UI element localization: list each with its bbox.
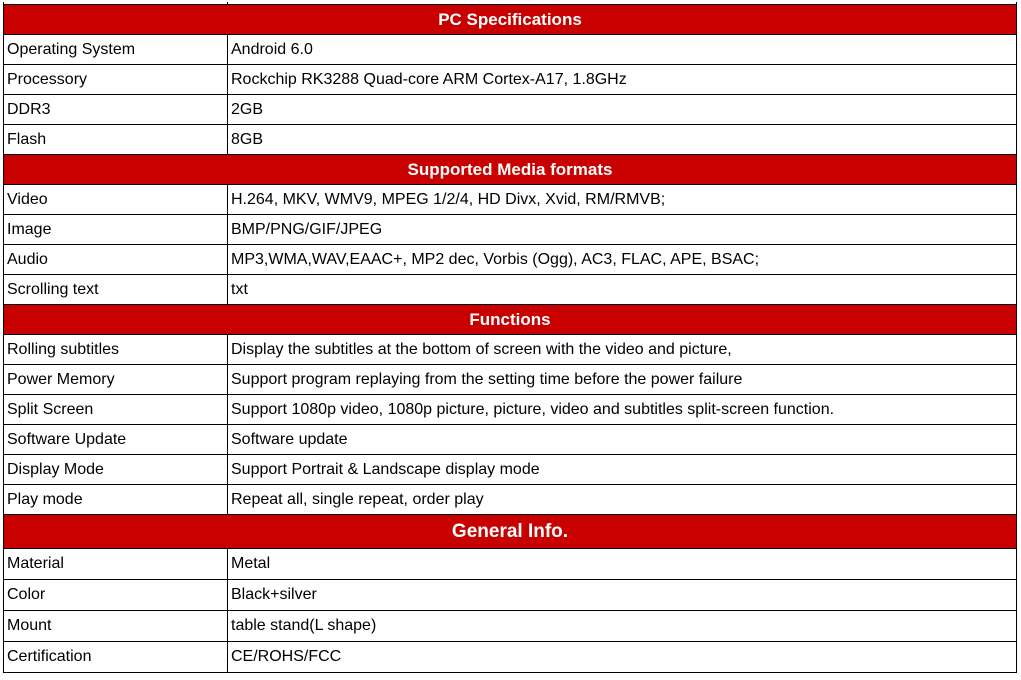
- row-value: H.264, MKV, WMV9, MPEG 1/2/4, HD Divx, Xvid, RM/RMVB;: [228, 185, 1017, 215]
- table-row: [4, 245, 1017, 275]
- section-title: Supported Media formats: [4, 155, 1017, 185]
- table-row: [4, 65, 1017, 95]
- table-row: [4, 335, 1017, 365]
- table-row: [4, 95, 1017, 125]
- table-row: [4, 275, 1017, 305]
- row-label: Mount: [4, 611, 228, 642]
- table-row: [4, 215, 1017, 245]
- row-value: Rockchip RK3288 Quad-core ARM Cortex-A17, 1.8GHz: [228, 65, 1017, 95]
- row-value: txt: [228, 275, 1017, 305]
- row-label: Flash: [4, 125, 228, 155]
- section-header-general-info: [4, 515, 1017, 549]
- row-value: MP3,WMA,WAV,EAAC+, MP2 dec, Vorbis (Ogg), AC3, FLAC, APE, BSAC;: [228, 245, 1017, 275]
- table-row: [4, 125, 1017, 155]
- table-row: [4, 642, 1017, 673]
- row-label: Scrolling text: [4, 275, 228, 305]
- row-value: Display the subtitles at the bottom of screen with the video and picture,: [228, 335, 1017, 365]
- row-label: DDR3: [4, 95, 228, 125]
- section-header-pc-specifications: [4, 5, 1017, 35]
- table-row: [4, 485, 1017, 515]
- row-value: Software update: [228, 425, 1017, 455]
- table-row: [4, 395, 1017, 425]
- table-row: [4, 611, 1017, 642]
- row-value: Support 1080p video, 1080p picture, picture, video and subtitles split-screen function.: [228, 395, 1017, 425]
- table-row: [4, 365, 1017, 395]
- row-value: Repeat all, single repeat, order play: [228, 485, 1017, 515]
- row-value: CE/ROHS/FCC: [228, 642, 1017, 673]
- row-label: Color: [4, 580, 228, 611]
- row-value: Black+silver: [228, 580, 1017, 611]
- row-label: Processory: [4, 65, 228, 95]
- row-label: Display Mode: [4, 455, 228, 485]
- row-label: Play mode: [4, 485, 228, 515]
- row-label: Split Screen: [4, 395, 228, 425]
- row-label: Rolling subtitles: [4, 335, 228, 365]
- row-label: Certification: [4, 642, 228, 673]
- row-label: Image: [4, 215, 228, 245]
- table-row: [4, 549, 1017, 580]
- table-row: [4, 185, 1017, 215]
- row-label: Audio: [4, 245, 228, 275]
- row-value: table stand(L shape): [228, 611, 1017, 642]
- table-row: [4, 35, 1017, 65]
- section-header-functions: [4, 305, 1017, 335]
- section-title: General Info.: [4, 515, 1017, 549]
- table-row: [4, 580, 1017, 611]
- row-value: BMP/PNG/GIF/JPEG: [228, 215, 1017, 245]
- section-title: PC Specifications: [4, 5, 1017, 35]
- row-label: Video: [4, 185, 228, 215]
- row-label: Operating System: [4, 35, 228, 65]
- table-row: [4, 455, 1017, 485]
- row-label: Material: [4, 549, 228, 580]
- spec-table: [3, 2, 1017, 673]
- table-row: [4, 425, 1017, 455]
- row-label: Software Update: [4, 425, 228, 455]
- row-value: 2GB: [228, 95, 1017, 125]
- row-value: Metal: [228, 549, 1017, 580]
- section-header-media-formats: [4, 155, 1017, 185]
- row-value: 8GB: [228, 125, 1017, 155]
- row-value: Android 6.0: [228, 35, 1017, 65]
- row-label: Power Memory: [4, 365, 228, 395]
- section-title: Functions: [4, 305, 1017, 335]
- row-value: Support program replaying from the setting time before the power failure: [228, 365, 1017, 395]
- row-value: Support Portrait & Landscape display mode: [228, 455, 1017, 485]
